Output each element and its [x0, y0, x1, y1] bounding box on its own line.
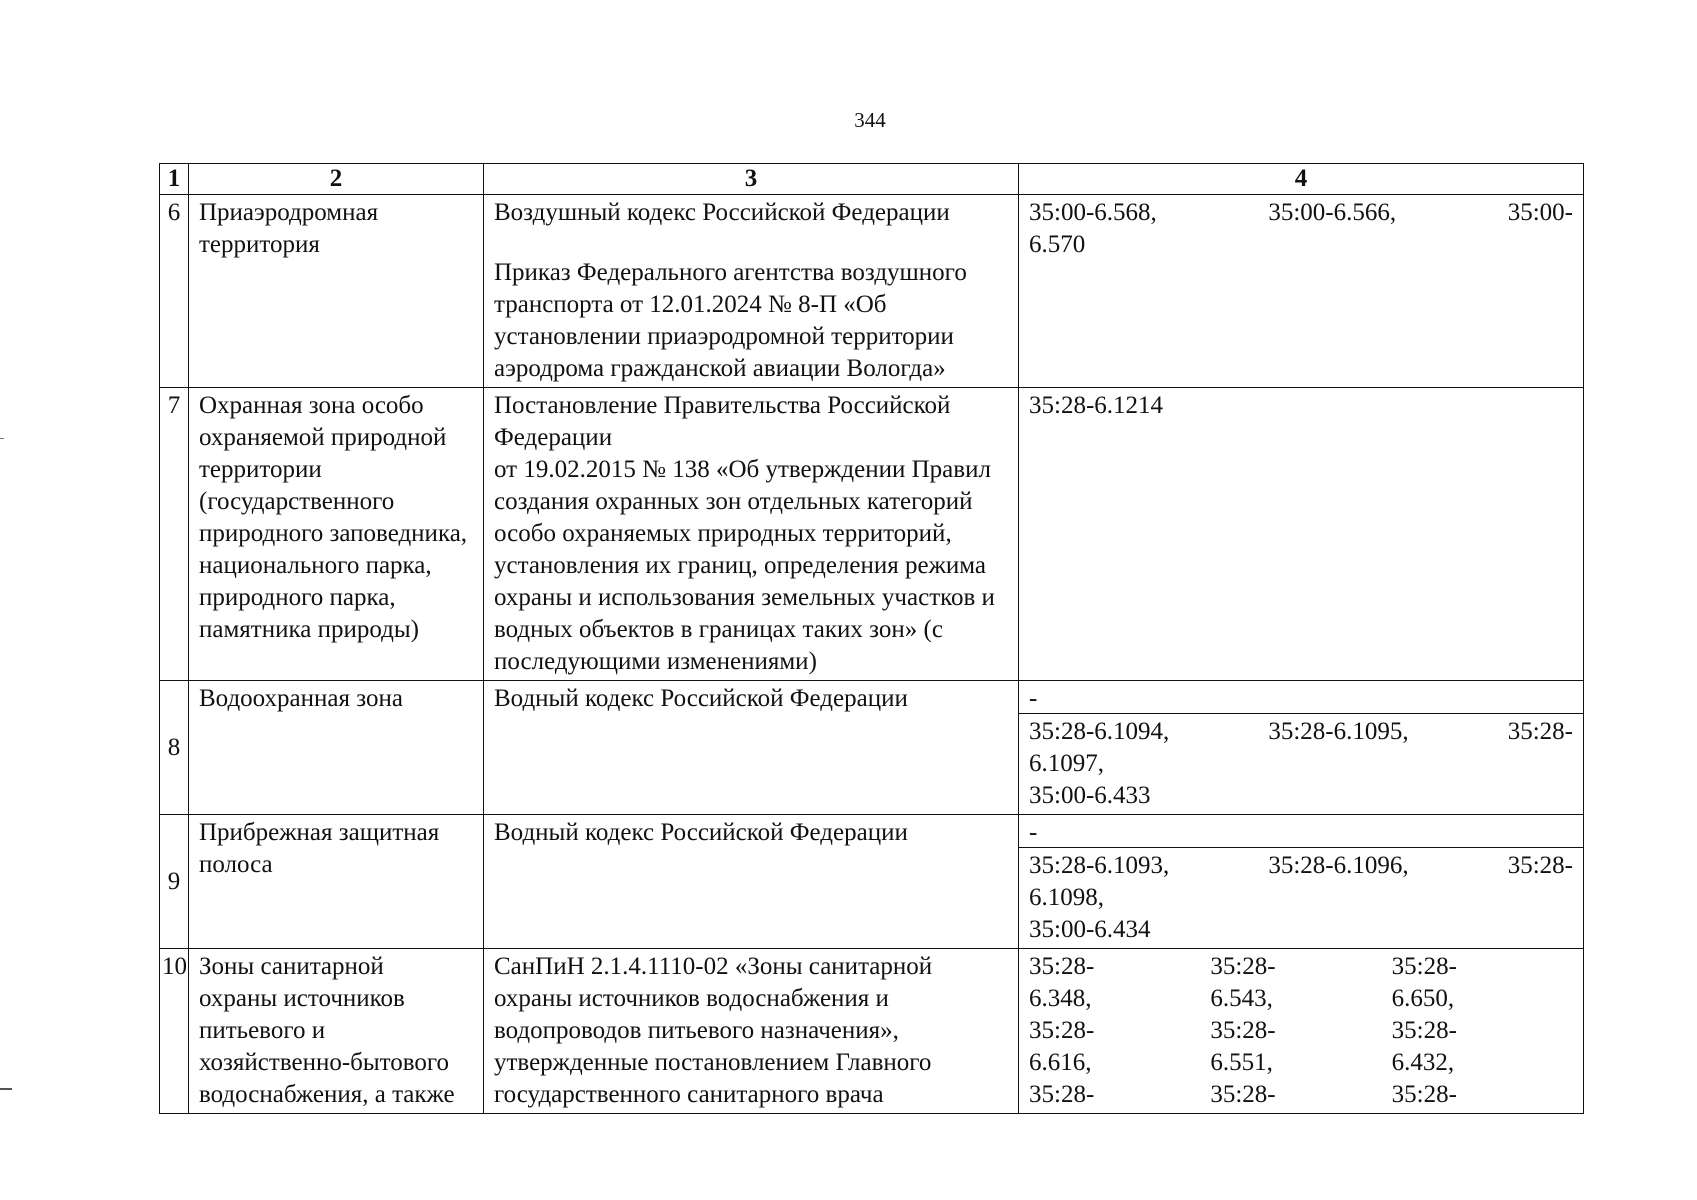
text-line: водопроводов питьевого назначения», — [494, 1017, 899, 1044]
code: 35:00-6.433 — [1029, 782, 1151, 809]
scan-edge-mark — [0, 438, 4, 439]
code: 35:00-6.434 — [1029, 916, 1151, 943]
text-line: Водный кодекс Российской Федерации — [494, 819, 908, 846]
code: 6.348, — [1029, 985, 1092, 1012]
code: 35:28- — [1029, 1017, 1095, 1044]
code: 6.551, — [1210, 1049, 1273, 1076]
text-line: от 19.02.2015 № 138 «Об утверждении Правил — [494, 456, 991, 483]
legal-basis — [484, 681, 1019, 815]
zone-name — [189, 681, 484, 815]
codes-empty: - — [1019, 681, 1583, 714]
code: 35:28-6.1093, — [1029, 852, 1170, 879]
code: 6.650, — [1391, 985, 1455, 1012]
codes-line — [1029, 850, 1573, 882]
text-line: последующими изменениями) — [494, 648, 817, 675]
table-row — [160, 949, 1584, 1114]
text-line: Постановление Правительства Российской — [494, 392, 951, 419]
text-line: питьевого и — [199, 1017, 326, 1044]
zone-name — [189, 815, 484, 949]
code: 35:28- — [1507, 852, 1573, 879]
code: 6.1097, — [1029, 750, 1104, 777]
registry-codes — [1019, 195, 1584, 388]
text-line: создания охранных зон отдельных категорий — [494, 488, 973, 515]
text-line: Приказ Федерального агентства воздушного — [494, 259, 967, 286]
text-line: установления их границ, определения режима — [494, 552, 987, 579]
header-col-4: 4 — [1019, 164, 1584, 195]
code: 6.570 — [1029, 231, 1086, 258]
zones-table — [159, 163, 1584, 1114]
code: 6.543, — [1210, 985, 1273, 1012]
header-row — [160, 164, 1584, 195]
code: 35:28- — [1210, 953, 1276, 980]
registry-codes — [1019, 681, 1584, 815]
text-line: особо охраняемых природных территорий, — [494, 520, 952, 547]
codes-line — [1029, 197, 1573, 229]
text-line: Водный кодекс Российской Федерации — [494, 685, 908, 712]
text-line: Федерации — [494, 424, 613, 451]
text-line: Приаэродромная — [199, 199, 379, 226]
code: 35:28- — [1391, 1081, 1457, 1108]
code: 35:28-6.1096, — [1268, 852, 1409, 879]
code: 35:00-6.566, — [1268, 199, 1397, 226]
table-row — [160, 195, 1584, 388]
row-number: 10 — [160, 949, 189, 1114]
code: 35:28- — [1210, 1081, 1276, 1108]
legal-basis — [484, 388, 1019, 681]
text-line: утвержденные постановлением Главного — [494, 1049, 932, 1076]
registry-codes — [1019, 949, 1584, 1114]
text-line: природного заповедника, — [199, 520, 468, 547]
text-line: СанПиН 2.1.4.1110-02 «Зоны санитарной — [494, 953, 933, 980]
code: 35:28-6.1095, — [1268, 718, 1409, 745]
legal-basis — [484, 949, 1019, 1114]
code: 6.616, — [1029, 1049, 1092, 1076]
text-line: охраны источников — [199, 985, 405, 1012]
text-line: государственного санитарного врача — [494, 1081, 884, 1108]
codes-line — [1029, 716, 1573, 748]
header-col-3: 3 — [484, 164, 1019, 195]
table-row — [160, 388, 1584, 681]
text-line: Воздушный кодекс Российской Федерации — [494, 199, 950, 226]
header-col-1: 1 — [160, 164, 189, 195]
registry-codes — [1019, 388, 1584, 681]
zone-name — [189, 195, 484, 388]
codes-list — [1019, 714, 1583, 814]
text-line: аэродрома гражданской авиации Вологда» — [494, 355, 946, 382]
code: 35:00- — [1507, 199, 1573, 226]
text-line: водных объектов в границах таких зон» (с — [494, 616, 943, 643]
spacer — [494, 229, 1008, 257]
text-line: территории — [199, 456, 322, 483]
codes-list — [1019, 848, 1583, 948]
text-line: охраны источников водоснабжения и — [494, 985, 889, 1012]
table-row — [160, 815, 1584, 949]
codes-grid — [1029, 951, 1573, 1111]
code: 35:28- — [1391, 953, 1457, 980]
text-line: водоснабжения, а также — [199, 1081, 455, 1108]
header-col-2: 2 — [189, 164, 484, 195]
text-line: национального парка, — [199, 552, 432, 579]
zone-name — [189, 388, 484, 681]
text-line: природного парка, — [199, 584, 396, 611]
codes-empty: - — [1019, 815, 1583, 848]
text-line: охраняемой природной — [199, 424, 447, 451]
legal-basis — [484, 195, 1019, 388]
legal-basis — [484, 815, 1019, 949]
text-line: охраны и использования земельных участков и — [494, 584, 995, 611]
code: 35:28- — [1210, 1017, 1276, 1044]
code: 35:28- — [1029, 1081, 1095, 1108]
scan-edge-mark — [0, 1088, 12, 1090]
text-line: Зоны санитарной — [199, 953, 384, 980]
text-line: установлении приаэродромной территории — [494, 323, 954, 350]
text-line: Водоохранная зона — [199, 685, 403, 712]
row-number: 9 — [160, 815, 189, 949]
page-number: 344 — [854, 108, 886, 132]
text-line: памятника природы) — [199, 616, 419, 643]
table-row — [160, 681, 1584, 815]
row-number: 8 — [160, 681, 189, 815]
text-line: транспорта от 12.01.2024 № 8-П «Об — [494, 291, 887, 318]
code: 35:00-6.568, — [1029, 199, 1157, 226]
code: 35:28- — [1391, 1017, 1457, 1044]
code: 6.1098, — [1029, 884, 1104, 911]
registry-codes — [1019, 815, 1584, 949]
zone-name — [189, 949, 484, 1114]
code: 35:28-6.1214 — [1029, 392, 1164, 419]
text-line: (государственного — [199, 488, 395, 515]
row-number: 6 — [160, 195, 189, 388]
row-number: 7 — [160, 388, 189, 681]
code: 35:28-6.1094, — [1029, 718, 1170, 745]
code: 6.432, — [1391, 1049, 1455, 1076]
text-line: Охранная зона особо — [199, 392, 424, 419]
text-line: территория — [199, 231, 320, 258]
text-line: хозяйственно-бытового — [199, 1049, 450, 1076]
text-line: Прибрежная защитная — [199, 819, 440, 846]
text-line: полоса — [199, 851, 273, 878]
code: 35:28- — [1029, 953, 1095, 980]
code: 35:28- — [1507, 718, 1573, 745]
